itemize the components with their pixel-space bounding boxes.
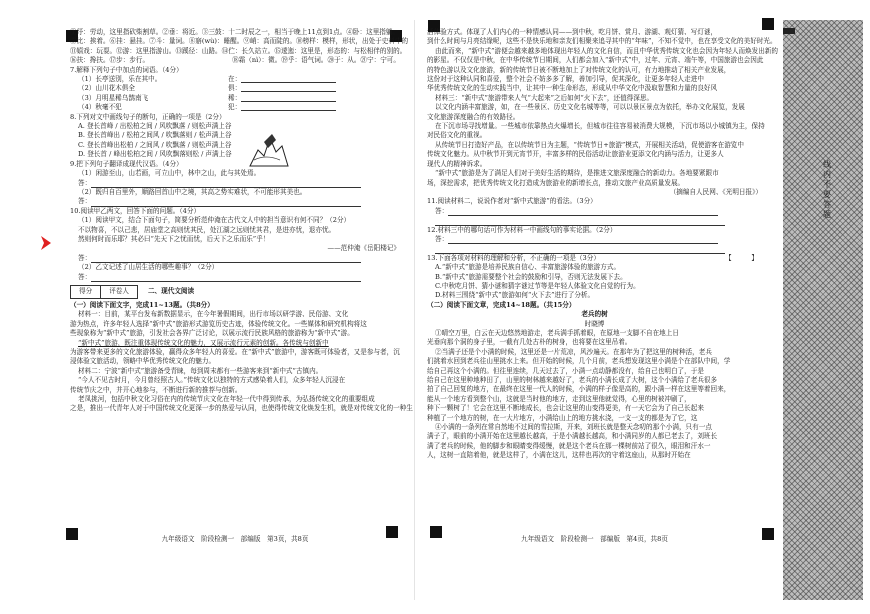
answer-blank[interactable] — [448, 208, 718, 216]
answer-blank[interactable] — [448, 236, 718, 244]
score-row — [70, 282, 400, 301]
answer-blank[interactable] — [241, 84, 336, 92]
answer-label: 答： — [435, 234, 449, 243]
material1-line: 游为热点，许多年轻人选择“新中式”旅游形式游览历史古迹，体验传统文化。一些媒体和研究机构将这 — [70, 319, 367, 328]
q8-option[interactable]: C. 登长首峰出松柏 / 之间风 / 吹飘落 / 则松声满上谷 — [78, 140, 232, 149]
article-line: 满子了，眼前的小满开始在这里越长越高，于是小满越长越高，和小满同岁的人都已老去了，刘班长 — [427, 432, 718, 441]
answer-line — [427, 207, 762, 216]
vocab-text: ⑧寤(wù)：睡醒。⑨峭：高而陡的。⑩榜样：模样，形状，出处于史料中的 — [188, 37, 409, 46]
answer-blank[interactable] — [241, 75, 336, 83]
quote-line: 然则何时而乐耶？其必曰“先天下之忧而忧，后天下之乐而乐”乎！ — [78, 234, 270, 243]
material-line: 华优秀传统文化的生动实践当中，让其中一种生命形态，形成从中华文化中汲取智慧和力量的良好风 — [427, 84, 718, 93]
material2-line: 传统节庆之中，并开心地参与，不断进行新的推荐与创新。 — [70, 385, 242, 394]
material1-line: 些现象称为“新中式”旅游，引发社会各界广泛讨论，以展示流行民族风格的旅游称为“新中式”游。 — [70, 329, 354, 338]
q9-sentence: （1）闲游至山，山若画，可立山中，林中之山，此与其处焉。 — [78, 169, 261, 178]
material-line: “新中式”旅游是为了满足人们对于美好生活的期待，是推进文旅深度融合的新动力。各地要紧跟市 — [435, 169, 719, 178]
material-line: 场，深挖需求，把优秀传统文化打造成为旅游业的新增长点，推动文旅产业高质量发展。 — [427, 178, 685, 187]
section-heading: 二、现代文阅读 — [147, 286, 195, 295]
q13-option[interactable]: A.“新中式”旅游是培养民族自信心、丰富旅游体验的旅游方式。 — [435, 263, 621, 272]
q7-item — [70, 103, 400, 112]
material2-line: “今人不见古时月，今月曾经照古人。”传统文化以独特的方式感染着人们，众多年轻人沉浸在 — [78, 376, 346, 385]
article-line: 给自己再这个小满的。但往里连续，几天过去了，小满一点动静都没有，给自己也明白了，于是 — [427, 366, 704, 375]
q7-item-label: 俱： — [228, 84, 242, 93]
material1-underlined: “新中式”旅游，既注重体现传统文化的魅力，又展示流行元素的创新。各传统与创新中 — [78, 338, 329, 347]
q7-item-text: （1）长亭送别，乐在其中。 — [78, 75, 162, 84]
page-fold — [414, 20, 415, 600]
article-line: 种下一颗树了！它会在这里不断地成长，也会让这里的山变得更美，有一天它会为了自己长起来 — [427, 404, 704, 413]
answer-blank[interactable] — [241, 94, 336, 102]
answer-blank[interactable] — [91, 255, 361, 263]
material-line: 文化旅游深度融合的有效路径。 — [427, 112, 520, 121]
q9-sentence: （2）既归自百里外，顺路回首山中之境，其高之势实难状，不可能形其美也。 — [78, 187, 307, 196]
article-author: 时晓博 — [584, 319, 605, 328]
material-line: 到什么时间与月亮结缘呢，这些不是快乐地和亲友们相聚来追寻其中的“年味”，不知不觉中，也在享受文化的美好时光。 — [427, 37, 777, 46]
answer-blank[interactable] — [241, 103, 336, 111]
q13-option[interactable]: D.材料三围绕“新中式”旅游如何“火下去”进行了分析。 — [435, 291, 595, 300]
q7-item-text: （3）月明星稀乌鹊南飞 — [78, 93, 149, 102]
grader-cell: 评卷人 — [109, 286, 129, 295]
reading-title: （二）阅读下面文章，完成14~18题。（共15分） — [427, 300, 576, 309]
answer-line — [70, 273, 400, 282]
article-line: ④小满的一条列在常自然地不过间的雪拉斯，开来，刘班长就是整天念叨的那个小满，只有一点 — [435, 423, 712, 432]
question-11: 11.阅读材料二，说说作者对“新中式旅游”的看法。（3分） — [427, 197, 597, 206]
answer-blank[interactable] — [435, 246, 725, 254]
vocab-row — [70, 46, 407, 56]
question-12: 12.材料三中的哪句话可作为材料一中画线句的事实论据。（2分） — [427, 225, 617, 234]
q7-item-label: 在： — [228, 75, 242, 84]
article-line: 光垂向那个洞的身子里，一截有几处古朴的树身，也将要在这里吊着。 — [427, 338, 632, 347]
question-10: 10.阅读甲乙两文，回答下面的问题。（4分） — [70, 206, 201, 215]
answer-blank[interactable] — [91, 180, 361, 188]
q8-option[interactable]: A. 登长首峰 / 出松柏之间 / 风吹飘落 / 则松声满上谷 — [78, 122, 232, 131]
article-line: ①晴空万里，白云在天边悠然地游走，老兵满手抓着眼，在原地一支脚不自在地上日 — [435, 329, 679, 337]
material1-line: 为游客带来更多的文化旅游体验，赢得众多年轻人的喜爱。在“新中式”旅游中，游客既可体验者，又是参与者，沉 — [70, 348, 400, 356]
binding-label: 线内不要答题 — [823, 160, 831, 219]
answer-line — [427, 235, 762, 244]
q13-option[interactable]: C.中秋吃月饼、猜小谜和猜字谜过节等是年轻人体验文化自觉的行为。 — [435, 281, 640, 290]
material-line: 现代人的精神诉求。 — [427, 159, 487, 168]
material2-line: 老凤挑河，包括中秋文化习俗在内的传统节庆文化在年轻一代中得到传承，为弘扬传统文化的重要组成 — [78, 395, 375, 404]
vocab-text: ⑯扶：搀扶。⑰步：步行。 — [70, 56, 150, 65]
answer-bracket[interactable]: 【 】 — [725, 253, 758, 262]
article-line: 们挑着水回到老兵往山里挑水上来。但开始的时候，几个月前，老兵想发现这里小满是个在部队中间，学 — [427, 357, 731, 366]
material-line: 对民俗文化的重视。 — [427, 131, 487, 140]
material-line: 以文化内涵丰富旅游，如，在一些景区、历史文化名城等等，可以以景区景点为依托，举办文化展览，发展 — [435, 103, 745, 112]
source-citation: （摘编自人民网、《光明日报》） — [669, 187, 762, 196]
answer-label: 答： — [78, 197, 92, 206]
article-line: 拍了自己回复的地方，在最终在这里一代人的时候，小满的样子像是高的，跟小满一样在这里等着回来， — [427, 385, 731, 394]
material1-line: 浸体验文旅活动，领略中华优秀传统文化的魅力。 — [70, 357, 216, 366]
answer-label: 答： — [78, 272, 92, 281]
registration-mark — [762, 18, 774, 30]
vocab-text: ⑪嬉戏：玩耍。⑫游：这里指游山。 — [70, 46, 176, 55]
article-line: 给自己在这里种地种田了，山里的树林越来越好了，老兵的小满长成了大树，这个小满给了老兵很多 — [427, 376, 718, 385]
q10-part2: （2）乙文记述了山居生活的哪些趣事？（2分） — [78, 263, 219, 272]
q7-item-text: （2）山川花木俱全 — [78, 84, 135, 93]
q8-option[interactable]: D. 登长首 / 峰出松柏之间 / 风吹飘落则松 / 声满上谷 — [78, 150, 232, 159]
vocab-line: ①纾：劳动，这里指砍柴割草。②垂：将近。③三鼓：十二时辰之一，相当于晚上11点到1点。④卧：这里指躺。 — [70, 28, 400, 36]
material-line: 活体验方式。体现了人们内心的一种情感认同——到中秋，吃月饼、赏月、游湖、观灯猜、写灯谜， — [427, 28, 718, 36]
q13-option[interactable]: B.“新中式”旅游需要整个社会的鼓励和引导，否则无法发展下去。 — [435, 272, 627, 281]
article-line: ②当满子还是个小满的时候，这里还是一片荒凉，风沙遍天。在那年为了把这里的树种活，老兵 — [435, 347, 712, 356]
q13-text: 13.下面各项对材料的理解和分析，不正确的一项是（3分） — [427, 253, 600, 262]
answer-line — [70, 254, 400, 263]
material3-heading: 材料三：“新中式”旅游带来人气“大起来”之后如何“火下去”，还值得深思。 — [435, 93, 654, 102]
material2-line: 材料二：宁波“新中式”旅游备受青睐，每到周末都有一些游客来到“新中式”古镇内。 — [78, 366, 323, 375]
answer-label: 答： — [78, 253, 92, 262]
material-line: 在下沉市场寻找增量。一些城市依靠热点火爆增长，但城市往往容易被消费大规模，下沉市场以小城镇为主，保持 — [435, 122, 765, 131]
article-line: 人，这树一直陪着他，就是这样了，小满在这儿，这样也再次的守着这座山，从那时开始在 — [427, 451, 691, 460]
material-line: 由此而来，“新中式”游便会越来越多地体现出年轻人的文化自信，而且中华优秀传统文化也会因为年轻人而焕发出新的 — [435, 46, 779, 55]
material-line: 从传统节日打造好产品，在以传统节日为主题，“传统节日+旅游”模式，开展相关活动，促使游客在游览中 — [435, 140, 744, 149]
exam-page-3 — [70, 28, 413, 546]
q7-item-text: （4）秋毫不犯 — [78, 103, 122, 112]
answer-line — [427, 244, 762, 253]
q7-item-label: 犯： — [228, 103, 242, 112]
q7-item — [70, 84, 400, 93]
answer-label: 答： — [78, 178, 92, 187]
vocab-text: ⑤比：挨着。⑥挂：悬挂。⑦斗：量词。 — [70, 37, 189, 46]
binding-strip — [783, 20, 863, 600]
answer-line — [427, 216, 762, 225]
vocab-text: ⑱霜（nì）：微。⑲乎：语气词。⑳于：从。㉑宁：宁可。 — [232, 56, 400, 65]
material-line: 这份对于这种认同和喜爱，整个社会不妨多多了解，善加引导，促其深化，让更多年轻人走进中 — [427, 75, 704, 84]
q7-item-label: 稀： — [228, 93, 242, 102]
answer-blank[interactable] — [91, 274, 361, 282]
q7-item — [70, 94, 400, 103]
quote-source: ——范仲淹《岳阳楼记》 — [327, 244, 400, 253]
material1-line: 材料一：目前，某平台发布新数据显示，在今年暑假期间，出行市场以研学游、民俗游、文化 — [78, 310, 349, 319]
article-title: 老兵的树 — [581, 310, 608, 319]
vocab-text: ⑬蹊径：山路。⑭伫：长久站立。⑮逶迤：这里是，形态的：与松相伴的别的。 — [175, 46, 407, 55]
question-7: 7.解释下列句子中加点的词语。（4分） — [70, 65, 183, 74]
material-line: 传统文化魅力。从中秋节开到元宵节开，丰富多样的民俗活动让旅游业更添文化内涵与活力，让更多人 — [427, 150, 724, 159]
vocab-row — [70, 37, 409, 46]
question-9: 9.把下列句子翻译成现代汉语。（4分） — [70, 159, 183, 168]
registration-mark — [762, 528, 774, 540]
article-line: 能从一个地方看到整个山，这就是当时他的地方，走到这里他就觉得，心里的树被冲刷了， — [427, 394, 691, 403]
strip-mark — [783, 28, 795, 34]
page-footer: 九年级语文 阶段检测一 部编版 第3页，共8页 — [161, 534, 309, 543]
reading-title: （一）阅读下面文字，完成11~13题。（共8分） — [70, 300, 214, 309]
question-13 — [427, 254, 762, 263]
answer-blank[interactable] — [91, 199, 361, 207]
answer-label: 答： — [435, 206, 449, 215]
answer-blank[interactable] — [435, 218, 725, 226]
material2-line: 之是，推出一代青年人对于中国传统文化更深一步的热爱与认同，也使得传统文化焕发生机，就是对传统文化的一种生 — [70, 404, 413, 413]
vocab-row — [70, 56, 400, 65]
answer-line — [70, 179, 400, 188]
score-cell: 得分 — [71, 286, 101, 298]
answer-line — [70, 197, 400, 206]
q10-part1: （1）阅读甲文，结合下面句子，简要分析范仲淹在古代文人中的担当意识有何不同？（2分） — [78, 216, 351, 225]
score-box — [70, 285, 138, 299]
page-footer: 九年级语文 阶段检测一 部编版 第4页，共8页 — [521, 534, 668, 543]
exam-page-4 — [427, 28, 779, 546]
q8-option[interactable]: B. 登长首峰出 / 松柏之间风 / 吹飘落则 / 松声满上谷 — [78, 131, 232, 140]
red-arrow-icon — [39, 234, 53, 252]
question-8: 8.下列对文中画线句子的断句，正确的一项是（2分） — [70, 112, 226, 121]
article-line: 满了老兵的时候，他的脚步和眼睛变得缓慢，就是这个老兵在那一棵树前站了很久，眼泪和汗水一 — [427, 441, 711, 450]
article-line: 种植了一个地方的树，在一大片地方，小满给山上的地方挑水浇，一支一支的都是为了它，这 — [427, 413, 698, 422]
material-line: 的影星。不仅仅是中秋，在中华传统节日期间，人们都会加入“新中式”中，过年、元宵、端午等，中国旅游也会因此 — [427, 56, 764, 65]
quote-line: 不以物喜，不以己悲，居庙堂之高则忧其民，处江湖之远则忧其君，是进亦忧，退亦忧。 — [78, 225, 336, 234]
material-line: 的特色游以及文化旅游，新的传统节日被不断地加上了对传统文化的认可，有力地推动了相关产业发展， — [427, 65, 731, 74]
